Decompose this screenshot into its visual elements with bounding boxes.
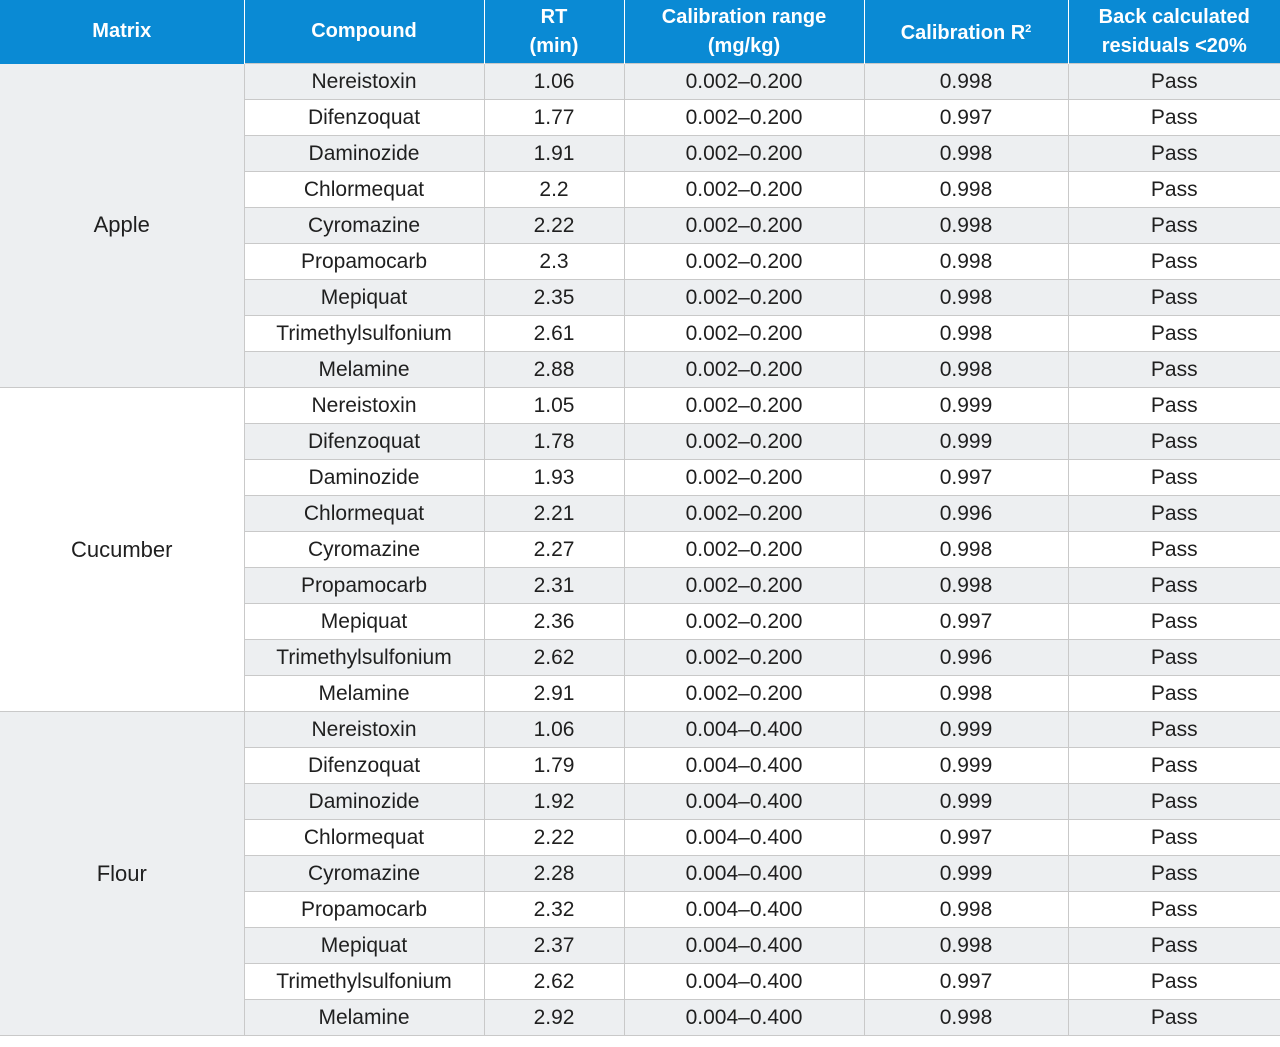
rt-cell: 2.3 [484, 244, 624, 280]
back-calculated-result-cell: Pass [1068, 244, 1280, 280]
table-row [0, 388, 1280, 424]
rt-cell: 1.06 [484, 64, 624, 100]
calibration-r2-cell: 0.997 [864, 100, 1068, 136]
calibration-range-cell: 0.002–0.200 [624, 316, 864, 352]
calibration-range-cell: 0.002–0.200 [624, 676, 864, 712]
calibration-range-cell: 0.004–0.400 [624, 892, 864, 928]
calibration-r2-cell: 0.996 [864, 496, 1068, 532]
rt-cell: 1.06 [484, 712, 624, 748]
compound-cell: Mepiquat [244, 604, 484, 640]
compound-cell: Mepiquat [244, 928, 484, 964]
rt-cell: 2.61 [484, 316, 624, 352]
calibration-r2-cell: 0.999 [864, 388, 1068, 424]
header-back-line2: residuals <20% [1101, 34, 1247, 57]
table-row [0, 712, 1280, 748]
header-compound-label: Compound [311, 20, 417, 42]
calibration-range-cell: 0.004–0.400 [624, 712, 864, 748]
back-calculated-result-cell: Pass [1068, 784, 1280, 820]
compound-cell: Melamine [244, 1000, 484, 1036]
back-calculated-result-cell: Pass [1068, 640, 1280, 676]
calibration-range-cell: 0.002–0.200 [624, 424, 864, 460]
rt-cell: 2.35 [484, 280, 624, 316]
calibration-range-cell: 0.004–0.400 [624, 964, 864, 1000]
header-range-line2: (mg/kg) [707, 34, 781, 57]
header-rt [484, 0, 624, 64]
rt-cell: 2.22 [484, 820, 624, 856]
back-calculated-result-cell: Pass [1068, 388, 1280, 424]
table-body [0, 64, 1280, 1036]
back-calculated-result-cell: Pass [1068, 748, 1280, 784]
back-calculated-result-cell: Pass [1068, 64, 1280, 100]
rt-cell: 2.32 [484, 892, 624, 928]
header-r2-label: Calibration R [900, 22, 1026, 44]
header-rt-line1: RT [540, 5, 568, 28]
compound-cell: Melamine [244, 352, 484, 388]
header-calibration-range [624, 0, 864, 64]
calibration-range-cell: 0.002–0.200 [624, 604, 864, 640]
calibration-range-cell: 0.002–0.200 [624, 568, 864, 604]
calibration-range-cell: 0.002–0.200 [624, 172, 864, 208]
back-calculated-result-cell: Pass [1068, 892, 1280, 928]
calibration-r2-cell: 0.998 [864, 244, 1068, 280]
back-calculated-result-cell: Pass [1068, 928, 1280, 964]
back-calculated-result-cell: Pass [1068, 280, 1280, 316]
table-row [0, 64, 1280, 100]
rt-cell: 2.62 [484, 964, 624, 1000]
compound-cell: Cyromazine [244, 856, 484, 892]
back-calculated-result-cell: Pass [1068, 568, 1280, 604]
calibration-r2-cell: 0.998 [864, 676, 1068, 712]
rt-cell: 1.93 [484, 460, 624, 496]
calibration-r2-cell: 0.998 [864, 208, 1068, 244]
back-calculated-result-cell: Pass [1068, 100, 1280, 136]
calibration-range-cell: 0.002–0.200 [624, 640, 864, 676]
compound-cell: Propamocarb [244, 892, 484, 928]
calibration-r2-cell: 0.997 [864, 964, 1068, 1000]
calibration-range-cell: 0.004–0.400 [624, 820, 864, 856]
compound-cell: Difenzoquat [244, 100, 484, 136]
compound-cell: Cyromazine [244, 208, 484, 244]
header-calibration-r2 [864, 0, 1068, 64]
compound-cell: Daminozide [244, 460, 484, 496]
compound-cell: Daminozide [244, 784, 484, 820]
calibration-range-cell: 0.002–0.200 [624, 100, 864, 136]
rt-cell: 2.22 [484, 208, 624, 244]
back-calculated-result-cell: Pass [1068, 820, 1280, 856]
matrix-cell-flour: Flour [0, 712, 244, 1036]
rt-cell: 2.62 [484, 640, 624, 676]
calibration-r2-cell: 0.996 [864, 640, 1068, 676]
calibration-r2-cell: 0.998 [864, 352, 1068, 388]
compound-cell: Daminozide [244, 136, 484, 172]
calibration-r2-cell: 0.998 [864, 64, 1068, 100]
calibration-range-cell: 0.002–0.200 [624, 136, 864, 172]
compound-cell: Trimethylsulfonium [244, 640, 484, 676]
back-calculated-result-cell: Pass [1068, 1000, 1280, 1036]
compound-cell: Nereistoxin [244, 64, 484, 100]
matrix-cell-apple: Apple [0, 64, 244, 388]
calibration-r2-cell: 0.997 [864, 460, 1068, 496]
rt-cell: 1.92 [484, 784, 624, 820]
calibration-range-cell: 0.002–0.200 [624, 208, 864, 244]
compound-cell: Chlormequat [244, 496, 484, 532]
rt-cell: 1.78 [484, 424, 624, 460]
compound-cell: Nereistoxin [244, 388, 484, 424]
calibration-r2-cell: 0.998 [864, 136, 1068, 172]
compound-cell: Chlormequat [244, 172, 484, 208]
compound-cell: Trimethylsulfonium [244, 964, 484, 1000]
compound-cell: Cyromazine [244, 532, 484, 568]
calibration-range-cell: 0.002–0.200 [624, 460, 864, 496]
header-row [0, 0, 1280, 64]
back-calculated-result-cell: Pass [1068, 136, 1280, 172]
compound-cell: Difenzoquat [244, 748, 484, 784]
rt-cell: 2.27 [484, 532, 624, 568]
compound-cell: Propamocarb [244, 244, 484, 280]
calibration-r2-cell: 0.998 [864, 172, 1068, 208]
calibration-r2-cell: 0.999 [864, 748, 1068, 784]
calibration-r2-cell: 0.998 [864, 532, 1068, 568]
compound-cell: Difenzoquat [244, 424, 484, 460]
rt-cell: 2.36 [484, 604, 624, 640]
rt-cell: 2.21 [484, 496, 624, 532]
calibration-range-cell: 0.004–0.400 [624, 928, 864, 964]
calibration-r2-cell: 0.998 [864, 892, 1068, 928]
back-calculated-result-cell: Pass [1068, 604, 1280, 640]
back-calculated-result-cell: Pass [1068, 352, 1280, 388]
calibration-range-cell: 0.002–0.200 [624, 388, 864, 424]
calibration-range-cell: 0.002–0.200 [624, 280, 864, 316]
calibration-r2-cell: 0.999 [864, 712, 1068, 748]
header-r2-superscript: 2 [1025, 23, 1032, 35]
header-back-calculated [1068, 0, 1280, 64]
back-calculated-result-cell: Pass [1068, 496, 1280, 532]
back-calculated-result-cell: Pass [1068, 424, 1280, 460]
calibration-r2-cell: 0.998 [864, 316, 1068, 352]
rt-cell: 1.91 [484, 136, 624, 172]
compound-cell: Nereistoxin [244, 712, 484, 748]
rt-cell: 2.28 [484, 856, 624, 892]
calibration-r2-cell: 0.998 [864, 568, 1068, 604]
calibration-range-cell: 0.002–0.200 [624, 352, 864, 388]
calibration-r2-cell: 0.999 [864, 784, 1068, 820]
calibration-r2-cell: 0.998 [864, 280, 1068, 316]
calibration-range-cell: 0.004–0.400 [624, 1000, 864, 1036]
back-calculated-result-cell: Pass [1068, 208, 1280, 244]
matrix-cell-cucumber: Cucumber [0, 388, 244, 712]
back-calculated-result-cell: Pass [1068, 712, 1280, 748]
calibration-r2-cell: 0.997 [864, 820, 1068, 856]
rt-cell: 2.2 [484, 172, 624, 208]
back-calculated-result-cell: Pass [1068, 460, 1280, 496]
header-back-line1: Back calculated [1098, 5, 1250, 28]
compound-cell: Chlormequat [244, 820, 484, 856]
calibration-range-cell: 0.002–0.200 [624, 496, 864, 532]
header-rt-line2: (min) [529, 34, 579, 57]
back-calculated-result-cell: Pass [1068, 964, 1280, 1000]
back-calculated-result-cell: Pass [1068, 532, 1280, 568]
header-matrix [0, 0, 244, 64]
back-calculated-result-cell: Pass [1068, 676, 1280, 712]
rt-cell: 2.88 [484, 352, 624, 388]
calibration-r2-cell: 0.998 [864, 928, 1068, 964]
calibration-r2-cell: 0.998 [864, 1000, 1068, 1036]
compound-cell: Trimethylsulfonium [244, 316, 484, 352]
calibration-r2-cell: 0.999 [864, 856, 1068, 892]
back-calculated-result-cell: Pass [1068, 172, 1280, 208]
rt-cell: 1.77 [484, 100, 624, 136]
back-calculated-result-cell: Pass [1068, 856, 1280, 892]
calibration-r2-cell: 0.999 [864, 424, 1068, 460]
rt-cell: 2.92 [484, 1000, 624, 1036]
rt-cell: 2.91 [484, 676, 624, 712]
compound-cell: Propamocarb [244, 568, 484, 604]
rt-cell: 1.79 [484, 748, 624, 784]
calibration-range-cell: 0.002–0.200 [624, 64, 864, 100]
rt-cell: 2.37 [484, 928, 624, 964]
header-compound [244, 0, 484, 64]
compound-cell: Mepiquat [244, 280, 484, 316]
rt-cell: 2.31 [484, 568, 624, 604]
calibration-range-cell: 0.002–0.200 [624, 532, 864, 568]
calibration-range-cell: 0.002–0.200 [624, 244, 864, 280]
calibration-range-cell: 0.004–0.400 [624, 784, 864, 820]
calibration-r2-cell: 0.997 [864, 604, 1068, 640]
compound-cell: Melamine [244, 676, 484, 712]
calibration-range-cell: 0.004–0.400 [624, 856, 864, 892]
calibration-range-cell: 0.004–0.400 [624, 748, 864, 784]
header-matrix-label: Matrix [92, 20, 152, 43]
back-calculated-result-cell: Pass [1068, 316, 1280, 352]
header-range-line1: Calibration range [661, 5, 827, 28]
rt-cell: 1.05 [484, 388, 624, 424]
table-header [0, 0, 1280, 64]
